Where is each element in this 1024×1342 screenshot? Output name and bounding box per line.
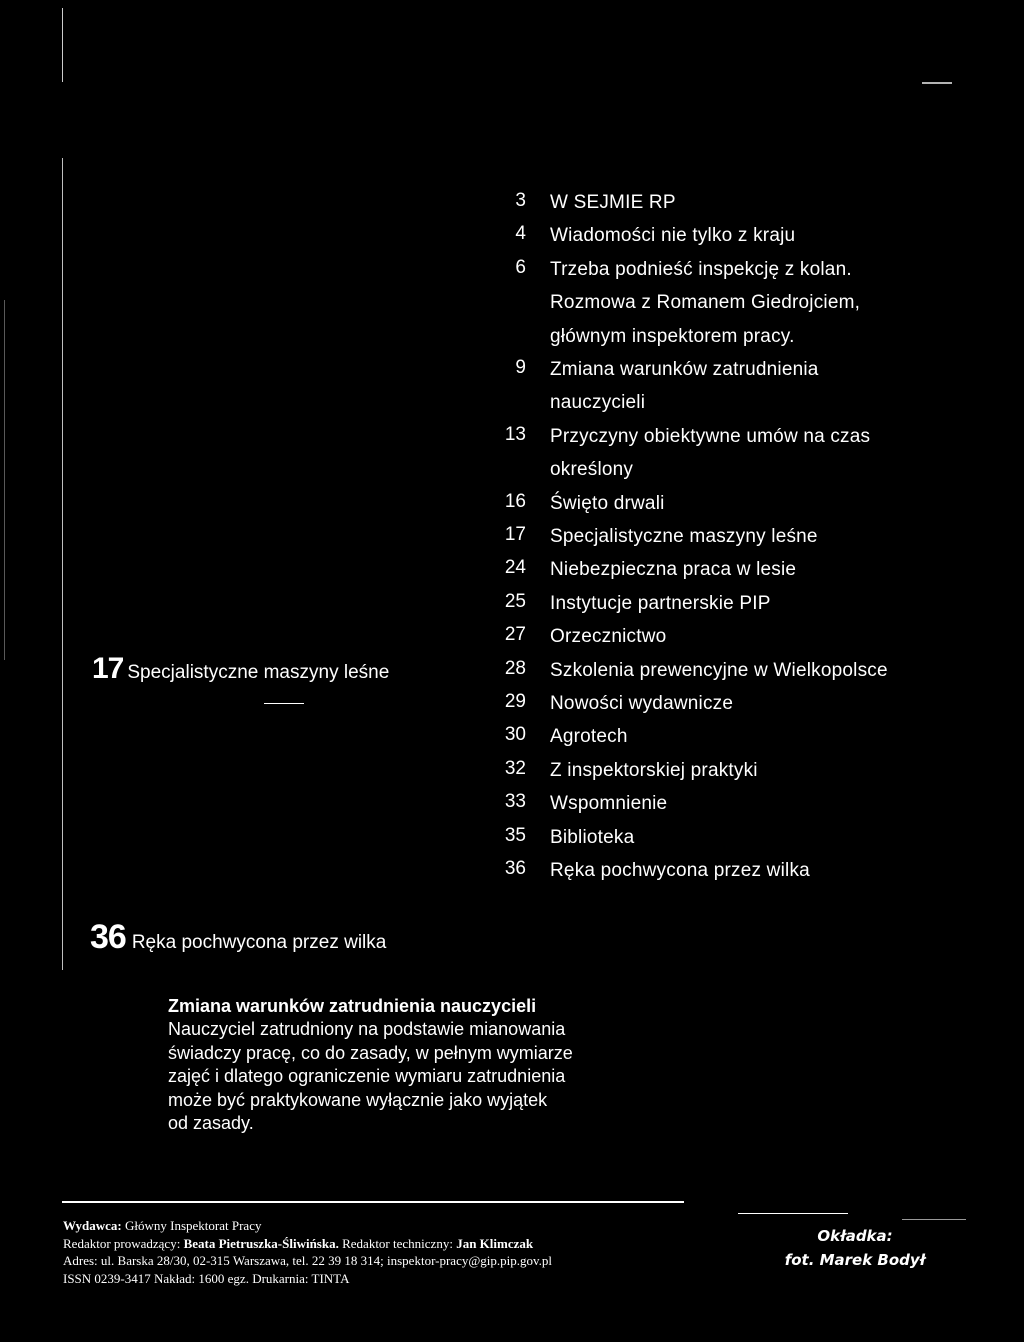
- toc-page-number: 36: [504, 858, 526, 879]
- toc-title: Wspomnienie: [550, 793, 668, 815]
- toc-entry: [488, 754, 1008, 787]
- toc-title: Specjalistyczne maszyny leśne: [550, 526, 818, 547]
- toc-entry: [488, 587, 1008, 620]
- toc-title: Przyczyny obiektywne umów na czas: [550, 425, 871, 447]
- toc-title: Instytucje partnerskie PIP: [550, 592, 771, 614]
- toc-title: Z inspektorskiej praktyki: [550, 759, 758, 781]
- highlight-body: [168, 1018, 688, 1136]
- toc-page-number: 13: [504, 423, 526, 445]
- toc-entry: [488, 420, 1008, 453]
- scan-edge-line: [62, 158, 63, 970]
- highlight-line: Nauczyciel zatrudniony na podstawie mianowania: [168, 1019, 566, 1039]
- toc-page-number: 4: [515, 223, 526, 245]
- imprint-address: Adres: ul. Barska 28/30, 02-315 Warszawa, tel. 22 39 18 314; inspektor-pracy@gip.pip.gov.pl: [63, 1253, 553, 1268]
- toc-page-number: 35: [504, 824, 526, 846]
- toc-title: Biblioteka: [550, 826, 635, 848]
- toc-page-number: 28: [504, 657, 526, 679]
- toc-entry: [488, 219, 1008, 252]
- toc-entry: [488, 186, 1008, 219]
- caption-number: 17: [92, 652, 124, 685]
- toc-entry: [488, 654, 1008, 687]
- toc-page-number: 16: [504, 490, 526, 512]
- toc-entry: [488, 620, 1008, 653]
- toc-entry: [488, 854, 1008, 887]
- caption-divider: [264, 703, 304, 704]
- toc-entry: [488, 320, 1008, 353]
- scan-edge-line: [4, 300, 5, 660]
- toc-title: Wiadomości nie tylko z kraju: [550, 225, 796, 247]
- footer-rule: [62, 1201, 684, 1203]
- highlight-line: może być praktykowane wyłącznie jako wyjątek: [168, 1089, 548, 1110]
- caption-page-36: [90, 918, 386, 957]
- toc-page-number: 9: [515, 357, 526, 378]
- toc-entry: [488, 453, 1008, 486]
- article-highlight: [168, 994, 688, 1136]
- toc-title: Nowości wydawnicze: [550, 693, 734, 714]
- toc-entry: [488, 720, 1008, 753]
- cover-rule: [738, 1213, 848, 1214]
- toc-page-number: 17: [504, 524, 526, 545]
- toc-entry: [488, 553, 1008, 586]
- caption-page-17: [92, 652, 389, 686]
- imprint-issn: ISSN 0239-3417 Nakład: 1600 egz. Drukarnia: TINTA: [63, 1270, 350, 1286]
- toc-title: głównym inspektorem pracy.: [550, 325, 795, 347]
- toc-entry: [488, 787, 1008, 820]
- toc-title: określony: [550, 459, 634, 481]
- cover-label: Okładka:: [817, 1227, 893, 1245]
- imprint-publisher: Wydawca: Główny Inspektorat Pracy: [63, 1218, 262, 1233]
- highlight-line: od zasady.: [168, 1113, 254, 1133]
- imprint-editors: Redaktor prowadzący: Beata Pietruszka-Śliwińska. Redaktor techniczny: Jan Klimczak: [63, 1235, 534, 1251]
- toc-title: Rozmowa z Romanem Giedrojciem,: [550, 292, 861, 314]
- toc-title: Trzeba podnieść inspekcję z kolan.: [550, 258, 852, 280]
- cover-photo-credit: fot. Marek Bodył: [784, 1251, 926, 1269]
- top-right-mark: [922, 82, 952, 84]
- toc-entry: [488, 487, 1008, 520]
- toc-title: Szkolenia prewencyjne w Wielkopolsce: [550, 659, 888, 681]
- highlight-line: świadczy pracę, co do zasady, w pełnym wymiarze: [168, 1042, 573, 1063]
- toc-page-number: 25: [504, 590, 526, 612]
- caption-text: Ręka pochwycona przez wilka: [131, 932, 387, 953]
- toc-title: Orzecznictwo: [550, 626, 667, 648]
- scan-edge-line: [62, 8, 63, 82]
- toc-title: Święto drwali: [550, 492, 665, 514]
- toc-entry: [488, 520, 1008, 553]
- caption-number: 36: [90, 918, 126, 956]
- cover-credit: [780, 1224, 930, 1272]
- toc-title: nauczycieli: [550, 392, 646, 414]
- imprint: [63, 1217, 552, 1287]
- toc-page-number: 30: [504, 724, 526, 746]
- toc-entry: [488, 687, 1008, 720]
- toc-title: Agrotech: [550, 726, 628, 748]
- toc-page-number: 29: [504, 691, 526, 712]
- toc-page-number: 3: [515, 190, 526, 211]
- highlight-line: zajęć i dlatego ograniczenie wymiaru zatrudnienia: [168, 1066, 566, 1086]
- toc-page-number: 6: [515, 256, 526, 278]
- toc-title: Ręka pochwycona przez wilka: [550, 860, 810, 881]
- cover-rule-faint: [902, 1219, 966, 1220]
- toc-title: W SEJMIE RP: [550, 192, 676, 213]
- toc-page-number: 32: [504, 757, 526, 779]
- toc-page-number: 33: [504, 791, 526, 813]
- toc-title: Zmiana warunków zatrudnienia: [550, 359, 819, 380]
- caption-text: Specjalistyczne maszyny leśne: [127, 662, 390, 683]
- highlight-title: Zmiana warunków zatrudnienia nauczycieli: [168, 996, 537, 1016]
- toc-entry: [488, 386, 1008, 419]
- toc-entry: [488, 286, 1008, 319]
- toc-page-number: 27: [504, 624, 526, 646]
- toc-title: Niebezpieczna praca w lesie: [550, 559, 797, 581]
- toc-entry: [488, 353, 1008, 386]
- toc-page-number: 24: [504, 557, 526, 579]
- toc-entry: [488, 821, 1008, 854]
- toc-entry: [488, 253, 1008, 286]
